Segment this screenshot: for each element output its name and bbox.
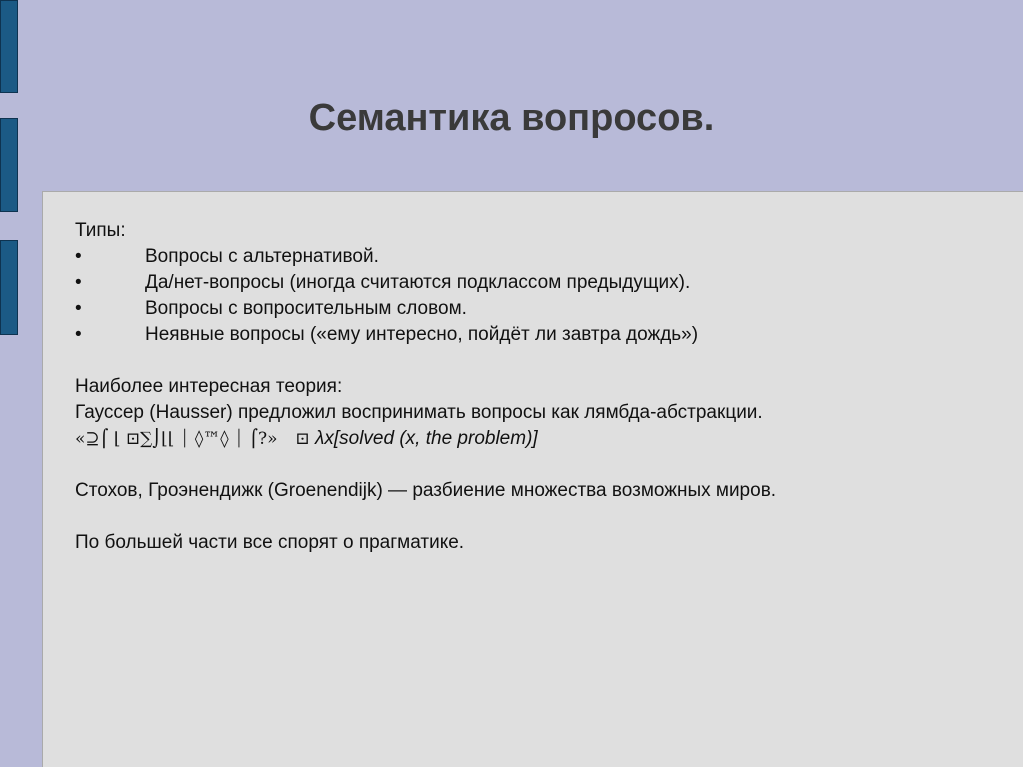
slide-title: Семантика вопросов. [308,97,715,139]
list-item [75,270,776,296]
pragmatics-line: По большей части все спорят о прагматике. [75,532,465,553]
formula-garbled-glyphs: «⊇⌠ ⌊ ⊡∑⌡⌊⌊ ⏐ ◊™◊ ⏐ ⌠?» [75,429,278,449]
bullet-marker: • [75,246,82,267]
lambda-formula [75,426,776,452]
bullet-marker: • [75,272,82,293]
hausser-line: Гауссер (Hausser) предложил воспринимать вопросы как лямбда-абстракции. [75,402,763,423]
decorative-bar-bottom [0,240,18,335]
list-item [75,296,776,322]
formula-lambda-expression: λx[solved (x, the problem)] [315,428,538,449]
stokhof-line: Стохов, Гроэнендижк (Groenendijk) — разбиение множества возможных миров. [75,480,777,501]
list-item-text: Вопросы с вопросительным словом. [145,298,467,319]
list-item-text: Неявные вопросы («ему интересно, пойдёт ли завтра дождь») [145,324,699,345]
list-item [75,322,776,348]
spacer [75,452,776,478]
list-item-text: Вопросы с альтернативой. [145,246,379,267]
list-item-text: Да/нет-вопросы (иногда считаются подклассом предыдущих). [145,272,691,293]
theory-heading: Наиболее интересная теория: [75,376,343,397]
list-item [75,244,776,270]
bullet-marker: • [75,298,82,319]
slide-body [75,218,776,556]
spacer [75,504,776,530]
bullet-marker: • [75,324,82,345]
decorative-bar-top [0,0,18,93]
types-label: Типы: [75,220,126,241]
formula-arrow-glyph: ⊡ [295,429,310,449]
spacer [75,348,776,374]
